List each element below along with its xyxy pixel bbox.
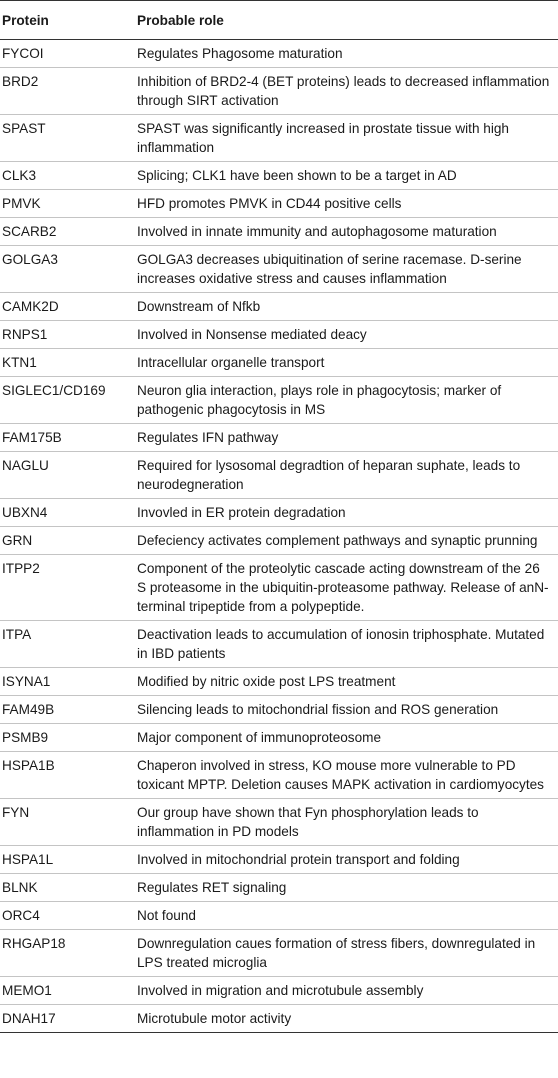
probable-role-cell: Regulates IFN pathway	[137, 424, 558, 452]
protein-name-cell: ITPP2	[0, 555, 137, 621]
table-row	[0, 696, 558, 724]
table-row	[0, 1005, 558, 1033]
table-body	[0, 40, 558, 1033]
protein-name-cell: MEMO1	[0, 977, 137, 1005]
protein-name-cell: ISYNA1	[0, 668, 137, 696]
protein-name-cell: SCARB2	[0, 218, 137, 246]
probable-role-cell: Modified by nitric oxide post LPS treatment	[137, 668, 558, 696]
protein-name-cell: KTN1	[0, 349, 137, 377]
table-row	[0, 68, 558, 115]
probable-role-cell: Microtubule motor activity	[137, 1005, 558, 1033]
probable-role-cell: Downregulation caues formation of stress fibers, downregulated in LPS treated microglia	[137, 930, 558, 977]
table-row	[0, 799, 558, 846]
protein-name-cell: CAMK2D	[0, 293, 137, 321]
table-row	[0, 977, 558, 1005]
table-row	[0, 293, 558, 321]
table-row	[0, 499, 558, 527]
protein-name-cell: DNAH17	[0, 1005, 137, 1033]
table-row	[0, 902, 558, 930]
probable-role-cell: Invovled in ER protein degradation	[137, 499, 558, 527]
header-probable-role: Probable role	[137, 1, 558, 40]
table-row	[0, 115, 558, 162]
probable-role-cell: Splicing; CLK1 have been shown to be a target in AD	[137, 162, 558, 190]
probable-role-cell: Regulates Phagosome maturation	[137, 40, 558, 68]
table-row	[0, 621, 558, 668]
probable-role-cell: Downstream of Nfkb	[137, 293, 558, 321]
probable-role-cell: SPAST was significantly increased in prostate tissue with high inflammation	[137, 115, 558, 162]
protein-name-cell: HSPA1B	[0, 752, 137, 799]
protein-name-cell: PMVK	[0, 190, 137, 218]
probable-role-cell: Involved in migration and microtubule assembly	[137, 977, 558, 1005]
table-row	[0, 377, 558, 424]
protein-name-cell: RHGAP18	[0, 930, 137, 977]
table-row	[0, 668, 558, 696]
table-row	[0, 527, 558, 555]
protein-name-cell: GRN	[0, 527, 137, 555]
probable-role-cell: Neuron glia interaction, plays role in phagocytosis; marker of pathogenic phagocytosis in MS	[137, 377, 558, 424]
table-row	[0, 162, 558, 190]
table-row	[0, 452, 558, 499]
protein-name-cell: HSPA1L	[0, 846, 137, 874]
header-protein: Protein	[0, 1, 137, 40]
table-row	[0, 846, 558, 874]
probable-role-cell: Regulates RET signaling	[137, 874, 558, 902]
probable-role-cell: Defeciency activates complement pathways and synaptic prunning	[137, 527, 558, 555]
protein-name-cell: BRD2	[0, 68, 137, 115]
table-row	[0, 321, 558, 349]
probable-role-cell: HFD promotes PMVK in CD44 positive cells	[137, 190, 558, 218]
probable-role-cell: Component of the proteolytic cascade acting downstream of the 26 S proteasome in the ubiquitin-proteasome pathway. Release of anN-terminal tripeptide from a polypeptide.	[137, 555, 558, 621]
protein-name-cell: SIGLEC1/CD169	[0, 377, 137, 424]
protein-name-cell: RNPS1	[0, 321, 137, 349]
probable-role-cell: Silencing leads to mitochondrial fission and ROS generation	[137, 696, 558, 724]
protein-name-cell: UBXN4	[0, 499, 137, 527]
probable-role-cell: Deactivation leads to accumulation of ionosin triphosphate. Mutated in IBD patients	[137, 621, 558, 668]
table-row	[0, 218, 558, 246]
table-header	[0, 1, 558, 40]
table-row	[0, 424, 558, 452]
protein-name-cell: PSMB9	[0, 724, 137, 752]
table-row	[0, 930, 558, 977]
table-row	[0, 724, 558, 752]
protein-name-cell: NAGLU	[0, 452, 137, 499]
probable-role-cell: Involved in mitochondrial protein transport and folding	[137, 846, 558, 874]
probable-role-cell: GOLGA3 decreases ubiquitination of serine racemase. D-serine increases oxidative stress and causes inflammation	[137, 246, 558, 293]
probable-role-cell: Chaperon involved in stress, KO mouse more vulnerable to PD toxicant MPTP. Deletion causes MAPK activation in cardiomyocytes	[137, 752, 558, 799]
protein-name-cell: FAM175B	[0, 424, 137, 452]
table-row	[0, 190, 558, 218]
table-row	[0, 752, 558, 799]
protein-name-cell: CLK3	[0, 162, 137, 190]
probable-role-cell: Our group have shown that Fyn phosphorylation leads to inflammation in PD models	[137, 799, 558, 846]
probable-role-cell: Not found	[137, 902, 558, 930]
probable-role-cell: Involved in Nonsense mediated deacy	[137, 321, 558, 349]
protein-name-cell: BLNK	[0, 874, 137, 902]
protein-name-cell: ORC4	[0, 902, 137, 930]
probable-role-cell: Inhibition of BRD2-4 (BET proteins) leads to decreased inflammation through SIRT activation	[137, 68, 558, 115]
protein-name-cell: GOLGA3	[0, 246, 137, 293]
probable-role-cell: Involved in innate immunity and autophagosome maturation	[137, 218, 558, 246]
protein-name-cell: FYCOI	[0, 40, 137, 68]
protein-name-cell: ITPA	[0, 621, 137, 668]
table-row	[0, 246, 558, 293]
header-row	[0, 1, 558, 40]
table-row	[0, 874, 558, 902]
probable-role-cell: Major component of immunoproteosome	[137, 724, 558, 752]
table-row	[0, 40, 558, 68]
probable-role-cell: Required for lysosomal degradtion of heparan suphate, leads to neurodegneration	[137, 452, 558, 499]
table-row	[0, 349, 558, 377]
probable-role-cell: Intracellular organelle transport	[137, 349, 558, 377]
protein-name-cell: SPAST	[0, 115, 137, 162]
protein-name-cell: FYN	[0, 799, 137, 846]
table-row	[0, 555, 558, 621]
protein-name-cell: FAM49B	[0, 696, 137, 724]
